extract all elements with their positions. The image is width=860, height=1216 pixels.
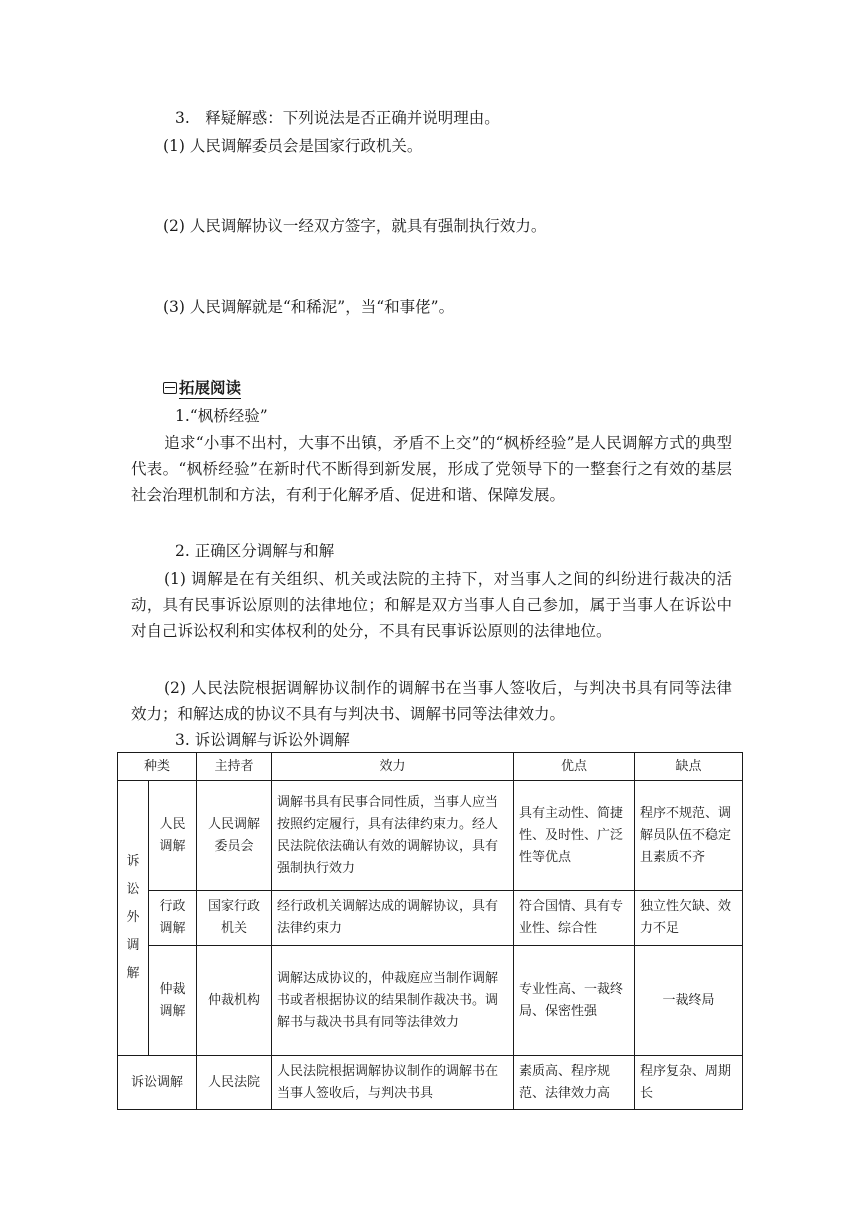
effect-cell: 经行政机关调解达成的调解协议，具有法律约束力 [272,891,514,946]
mediation-comparison-table [117,752,743,1110]
table-row [118,946,743,1056]
header-cons: 缺点 [635,753,743,781]
cons-cell: 一裁终局 [635,946,743,1056]
group-label: 诉讼外调解 [126,854,140,981]
heading-text: 拓展阅读 [179,378,242,397]
question-item-2: (2) 人民调解协议一经双方签字，就具有强制执行效力。 [163,217,547,235]
question-item-1: (1) 人民调解委员会是国家行政机关。 [163,137,423,155]
cons-cell: 独立性欠缺、效力不足 [635,891,743,946]
header-pros: 优点 [514,753,635,781]
table-row [118,891,743,946]
type-cell: 人民调解 [149,781,197,891]
section-2-para-2: (2) 人民法院根据调解协议制作的调解书在当事人签收后，与判决书具有同等法律效力；和解达成的协议不具有与判决书、调解书同等法律效力。 [131,679,732,723]
host-cell: 仲裁机构 [197,946,272,1056]
section-1-text: 追求“小事不出村，大事不出镇，矛盾不上交”的“枫桥经验”是人民调解方式的典型代表。“枫桥经验”在新时代不断得到新发展，形成了党领导下的一整套行之有效的基层社会治理机制和方法，有利于化解矛盾、促进和谐、保障发展。 [131,434,732,504]
host-cell: 人民调解委员会 [197,781,272,891]
type-cell: 诉讼调解 [118,1056,197,1110]
section-2-title: 2. 正确区分调解与和解 [175,542,335,560]
header-effect: 效力 [272,753,514,781]
effect-cell: 人民法院根据调解协议制作的调解书在当事人签收后，与判决书具 [272,1056,514,1110]
pros-cell: 素质高、程序规范、法律效力高 [514,1056,635,1110]
host-cell: 人民法院 [197,1056,272,1110]
table-row [118,1056,743,1110]
extended-reading-heading [163,376,241,400]
type-cell: 仲裁调解 [149,946,197,1056]
cons-cell: 程序不规范、调解员队伍不稳定且素质不齐 [635,781,743,891]
table-row [118,781,743,891]
effect-cell: 调解书具有民事合同性质，当事人应当按照约定履行，具有法律约束力。经人民法院依法确认有效的调解协议，具有强制执行效力 [272,781,514,891]
pros-cell: 专业性高、一裁终局、保密性强 [514,946,635,1056]
header-host: 主持者 [197,753,272,781]
pros-cell: 具有主动性、简捷性、及时性、广泛性等优点 [514,781,635,891]
host-cell: 国家行政机关 [197,891,272,946]
effect-cell: 调解达成协议的，仲裁庭应当制作调解书或者根据协议的结果制作裁决书。调解书与裁决书具有同等法律效力 [272,946,514,1056]
question-title: 3. 释疑解惑：下列说法是否正确并说明理由。 [175,109,500,127]
table-header-row [118,753,743,781]
group-label-cell [118,781,149,1056]
section-2-para-1: (1) 调解是在有关组织、机关或法院的主持下，对当事人之间的纠纷进行裁决的活动，具有民事诉讼原则的法律地位；和解是双方当事人自己参加，属于当事人在诉讼中对自己诉讼权利和实体权利的处分，不具有民事诉讼原则的法律地位。 [131,570,732,640]
book-icon [163,382,177,394]
header-type: 种类 [118,753,197,781]
cons-cell: 程序复杂、周期长 [635,1056,743,1110]
type-cell: 行政调解 [149,891,197,946]
section-3-title: 3. 诉讼调解与诉讼外调解 [175,731,350,749]
section-1-title: 1.“枫桥经验” [175,407,268,425]
question-item-3: (3) 人民调解就是“和稀泥”，当“和事佬”。 [163,298,455,316]
pros-cell: 符合国情、具有专业性、综合性 [514,891,635,946]
